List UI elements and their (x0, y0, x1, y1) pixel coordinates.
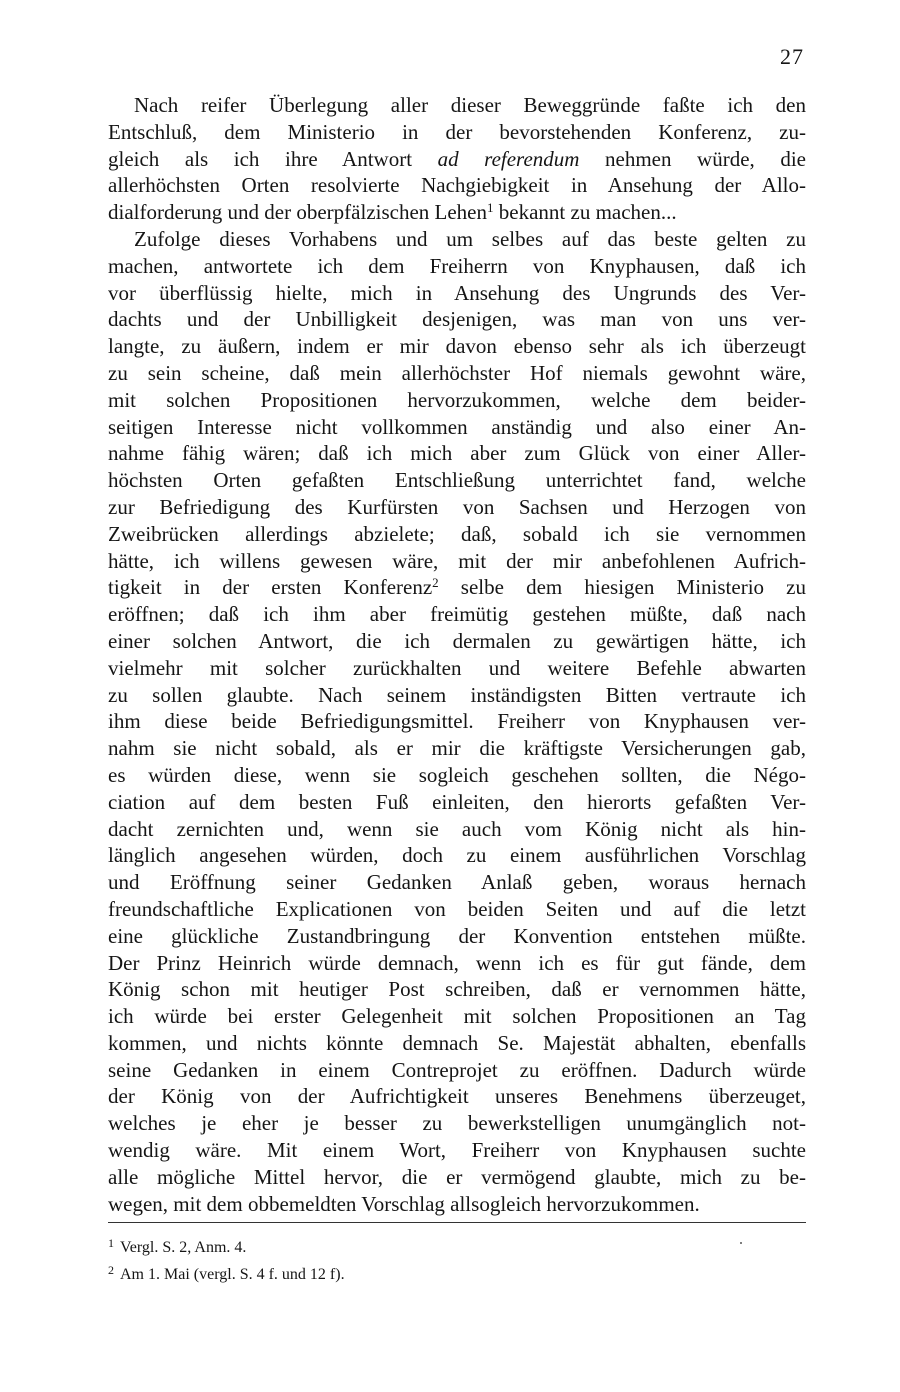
text-line: alle mögliche Mittel hervor, die er vermögend glaubte, mich zu be- (108, 1164, 806, 1189)
text-line: langte, zu äußern, indem er mir davon ebenso sehr als ich überzeugt (108, 334, 806, 359)
text-line: seitigen Interesse nicht vollkommen anständig und also einer An- (108, 414, 806, 439)
text-line (108, 574, 806, 601)
text-segment: gleich als ich ihre Antwort (108, 146, 438, 171)
text-line: wegen, mit dem obbemeldten Vorschlag allsogleich hervorzukommen. (108, 1191, 700, 1216)
text-segment: dialforderung und der oberpfälzischen Lehen (108, 200, 488, 225)
text-line: welches je eher je besser zu bewerkstelligen unumgänglich not- (108, 1111, 806, 1136)
paragraph-1 (108, 92, 806, 226)
text-line: ihm diese beide Befriedigungsmittel. Freiherr von Knyphausen ver- (108, 709, 806, 734)
text-line: nahm sie nicht sobald, als er mir die kräftigste Versicherungen gab, (108, 736, 806, 761)
text-line: vielmehr mit solcher zurückhalten und weitere Befehle abwarten (108, 655, 806, 680)
text-line: ciation auf dem besten Fuß einleiten, den hierorts gefaßten Ver- (108, 789, 806, 814)
text-line: zur Befriedigung des Kurfürsten von Sachsen und Herzogen von (108, 494, 806, 519)
body-text (108, 92, 806, 1217)
text-line: zu sollen glaubte. Nach seinem inständigsten Bitten vertraute ich (108, 682, 806, 707)
footnote-mark: 1 (108, 1236, 114, 1250)
footnote-text: Am 1. Mai (vergl. S. 4 f. und 12 f). (120, 1266, 345, 1283)
footnote-reference[interactable]: 2 (432, 575, 439, 591)
text-line: länglich angesehen würden, doch zu einem ausführlichen Vorschlag (108, 843, 806, 868)
text-line: mit solchen Propositionen hervorzukommen, welche dem beider- (108, 387, 806, 412)
text-line: kommen, und nichts könnte demnach Se. Majestät abhalten, ebenfalls (108, 1030, 806, 1055)
text-line: höchsten Orten gefaßten Entschließung unterrichtet fand, welche (108, 468, 806, 493)
text-line: zu sein scheine, daß mein allerhöchster Hof niemals gewohnt wäre, (108, 360, 806, 385)
text-line: Zweibrücken allerdings abzielete; daß, sobald ich sie vernommen (108, 521, 806, 546)
text-line: und Eröffnung seiner Gedanken Anlaß geben, woraus hernach (108, 870, 806, 895)
text-line: freundschaftliche Explicationen von beiden Seiten und auf die letzt (108, 896, 806, 921)
text-segment: tigkeit in der ersten Konferenz (108, 575, 433, 600)
text-line: nahme fähig wären; daß ich mich aber zum Glück von einer Aller- (108, 441, 806, 466)
footnotes (108, 1232, 806, 1286)
page-number: 27 (780, 44, 804, 69)
text-segment: nehmen würde, die (579, 146, 806, 171)
footnote-separator (108, 1222, 806, 1223)
text-line: allerhöchsten Orten resolvierte Nachgiebigkeit in Ansehung der Allo- (108, 173, 806, 198)
text-segment: selbe dem hiesigen Ministerio zu (438, 575, 806, 600)
text-line: vor überflüssig hielte, mich in Ansehung des Ungrunds des Ver- (108, 280, 806, 305)
text-line: Nach reifer Überlegung aller dieser Beweggründe faßte ich den (134, 93, 806, 117)
text-line (108, 146, 806, 173)
paragraph-2 (108, 226, 806, 1217)
text-line (108, 199, 806, 226)
footnote-mark: 2 (108, 1263, 114, 1277)
text-line: dachts und der Unbilligkeit desjenigen, was man von uns ver- (108, 307, 806, 332)
footnote-reference[interactable]: 1 (487, 200, 494, 216)
footnote (108, 1259, 806, 1286)
italic-phrase: ad referendum (437, 146, 580, 171)
text-line: eine glückliche Zustandbringung der Konvention entstehen müßte. (108, 923, 806, 948)
text-line: eröffnen; daß ich ihm aber freimütig gestehen müßte, daß nach (108, 602, 806, 627)
text-line: Zufolge dieses Vorhabens und um selbes auf das beste gelten zu (134, 226, 806, 251)
text-line: seine Gedanken in einem Contreprojet zu eröffnen. Dadurch würde (108, 1057, 806, 1082)
text-line: es würden diese, wenn sie sogleich geschehen sollten, die Négo- (108, 762, 806, 787)
text-line: machen, antwortete ich dem Freiherrn von Knyphausen, daß ich (108, 253, 806, 278)
text-line: der König von der Aufrichtigkeit unseres Benehmens überzeuget, (108, 1084, 806, 1109)
text-segment: bekannt zu machen... (493, 200, 677, 225)
text-line: einer solchen Antwort, die ich dermalen zu gewärtigen hätte, ich (108, 628, 806, 653)
footnote-text: Vergl. S. 2, Anm. 4. (120, 1239, 247, 1256)
text-line: dacht zernichten und, wenn sie auch vom König nicht als hin- (108, 816, 806, 841)
text-line: Der Prinz Heinrich würde demnach, wenn ich es für gut fände, dem (108, 950, 806, 975)
text-line: Entschluß, dem Ministerio in der bevorstehenden Konferenz, zu- (108, 119, 806, 144)
text-line: wendig wäre. Mit einem Wort, Freiherr von Knyphausen suchte (108, 1138, 806, 1163)
text-line: ich würde bei erster Gelegenheit mit solchen Propositionen an Tag (108, 1004, 806, 1029)
text-line: hätte, ich willens gewesen wäre, mit der mir anbefohlenen Aufrich- (108, 548, 806, 573)
text-line: König schon mit heutiger Post schreiben, daß er vernommen hätte, (108, 977, 806, 1002)
footnote (108, 1232, 806, 1259)
